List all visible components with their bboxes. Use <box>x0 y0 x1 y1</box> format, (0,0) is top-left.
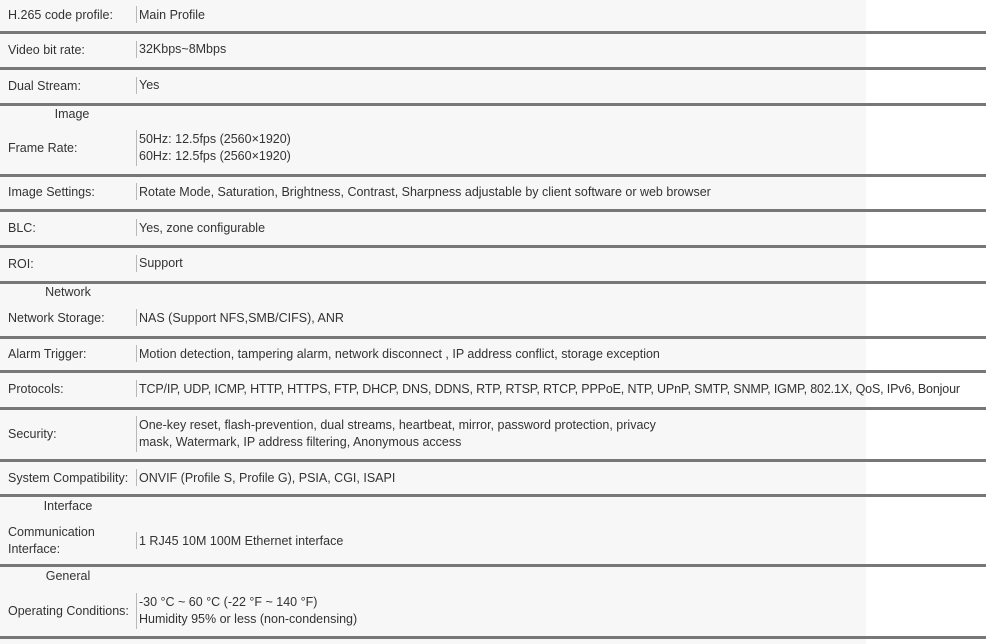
spec-value-text: ONVIF (Profile S, Profile G), PSIA, CGI, ISAPI <box>139 470 396 485</box>
spec-row-communication-interface <box>0 520 866 562</box>
spec-value-text: 32Kbps~8Mbps <box>139 42 227 56</box>
column-separator <box>136 309 137 326</box>
spec-label: Protocols: <box>8 382 64 396</box>
column-separator <box>136 416 137 452</box>
spec-value <box>139 373 960 405</box>
spec-value-text: Support <box>139 256 183 270</box>
spec-label: Security: <box>8 427 57 441</box>
spec-row-alarm-trigger <box>0 339 866 369</box>
spec-row-blc <box>0 212 866 244</box>
spec-value-text: mask, Watermark, IP address filtering, Anonymous access <box>139 435 462 449</box>
column-separator <box>136 130 137 166</box>
column-separator <box>136 6 137 23</box>
row-divider <box>0 281 986 284</box>
spec-label: Image Settings: <box>8 185 95 199</box>
column-separator <box>136 380 137 397</box>
spec-row-protocols <box>0 373 1000 405</box>
spec-row-operating-conditions <box>0 587 866 635</box>
column-separator <box>136 593 137 629</box>
spec-value <box>139 302 344 334</box>
column-separator <box>136 345 137 362</box>
spec-value-text: Motion detection, tampering alarm, network disconnect , IP address conflict, storage exception <box>139 346 660 361</box>
spec-value <box>139 520 343 562</box>
spec-label: H.265 code profile: <box>8 8 113 22</box>
page-background-right <box>866 0 1000 644</box>
row-divider <box>0 564 986 567</box>
spec-row-system-compatibility <box>0 462 866 494</box>
spec-label: Frame Rate: <box>8 141 78 155</box>
row-divider <box>0 636 986 639</box>
column-separator <box>136 41 137 58</box>
spec-value <box>139 34 226 65</box>
spec-value-text: Humidity 95% or less (non-condensing) <box>139 612 358 626</box>
spec-value-text: TCP/IP, UDP, ICMP, HTTP, HTTPS, FTP, DHCP, DNS, DDNS, RTP, RTSP, RTCP, PPPoE, NTP, UPnP, SMTP, SNMP, IGMP, 802.1X, QoS, IPv6, Bonjour <box>139 381 960 396</box>
spec-value-text: NAS (Support NFS,SMB/CIFS), ANR <box>139 310 344 325</box>
section-heading-general: General <box>45 569 91 583</box>
spec-label: System Compatibility: <box>8 471 129 485</box>
row-divider <box>0 494 986 497</box>
column-separator <box>136 469 137 486</box>
section-heading-image: Image <box>54 107 90 121</box>
spec-value-text: One-key reset, flash-prevention, dual streams, heartbeat, mirror, password protection, privacy <box>139 418 656 432</box>
row-divider <box>0 103 986 106</box>
column-separator <box>136 255 137 272</box>
spec-row-dual-stream <box>0 70 866 101</box>
spec-value <box>139 248 183 279</box>
column-separator <box>136 219 137 236</box>
column-separator <box>136 532 137 549</box>
section-heading-interface: Interface <box>43 499 93 513</box>
spec-label: Video bit rate: <box>8 42 85 57</box>
section-heading-network: Network <box>45 285 91 299</box>
spec-value <box>139 339 660 369</box>
spec-row-image-settings <box>0 177 866 207</box>
spec-label: ROI: <box>8 256 34 271</box>
column-separator <box>136 77 137 94</box>
spec-value <box>139 410 656 458</box>
spec-value-text: Rotate Mode, Saturation, Brightness, Contrast, Sharpness adjustable by client software or web browser <box>139 184 711 199</box>
spec-value-text: Yes <box>139 78 160 92</box>
spec-label: BLC: <box>8 221 36 235</box>
column-separator <box>136 183 137 200</box>
spec-value-text: 50Hz: 12.5fps (2560×1920) <box>139 132 291 146</box>
spec-value-text: Main Profile <box>139 7 205 22</box>
spec-value <box>139 177 711 207</box>
spec-value <box>139 70 159 101</box>
spec-value <box>139 124 291 172</box>
spec-value <box>139 462 395 494</box>
spec-row-h265-profile <box>0 0 866 30</box>
spec-value <box>139 587 357 635</box>
spec-row-video-bitrate <box>0 34 866 65</box>
spec-value-text: Yes, zone configurable <box>139 220 266 235</box>
spec-row-security <box>0 410 866 458</box>
spec-value-text: -30 °C ~ 60 °C (-22 °F ~ 140 °F) <box>139 595 318 609</box>
spec-row-network-storage <box>0 302 866 334</box>
spec-value <box>139 212 265 244</box>
spec-value <box>139 0 205 30</box>
spec-row-frame-rate <box>0 124 866 172</box>
spec-value-text: 60Hz: 12.5fps (2560×1920) <box>139 149 291 163</box>
spec-label: Network Storage: <box>8 311 105 325</box>
spec-label: Communication Interface: <box>8 525 95 556</box>
spec-label: Operating Conditions: <box>8 604 129 618</box>
spec-label: Dual Stream: <box>8 78 81 93</box>
spec-value-text: 1 RJ45 10M 100M Ethernet interface <box>139 533 344 548</box>
spec-label: Alarm Trigger: <box>8 347 87 361</box>
spec-row-roi <box>0 248 866 279</box>
